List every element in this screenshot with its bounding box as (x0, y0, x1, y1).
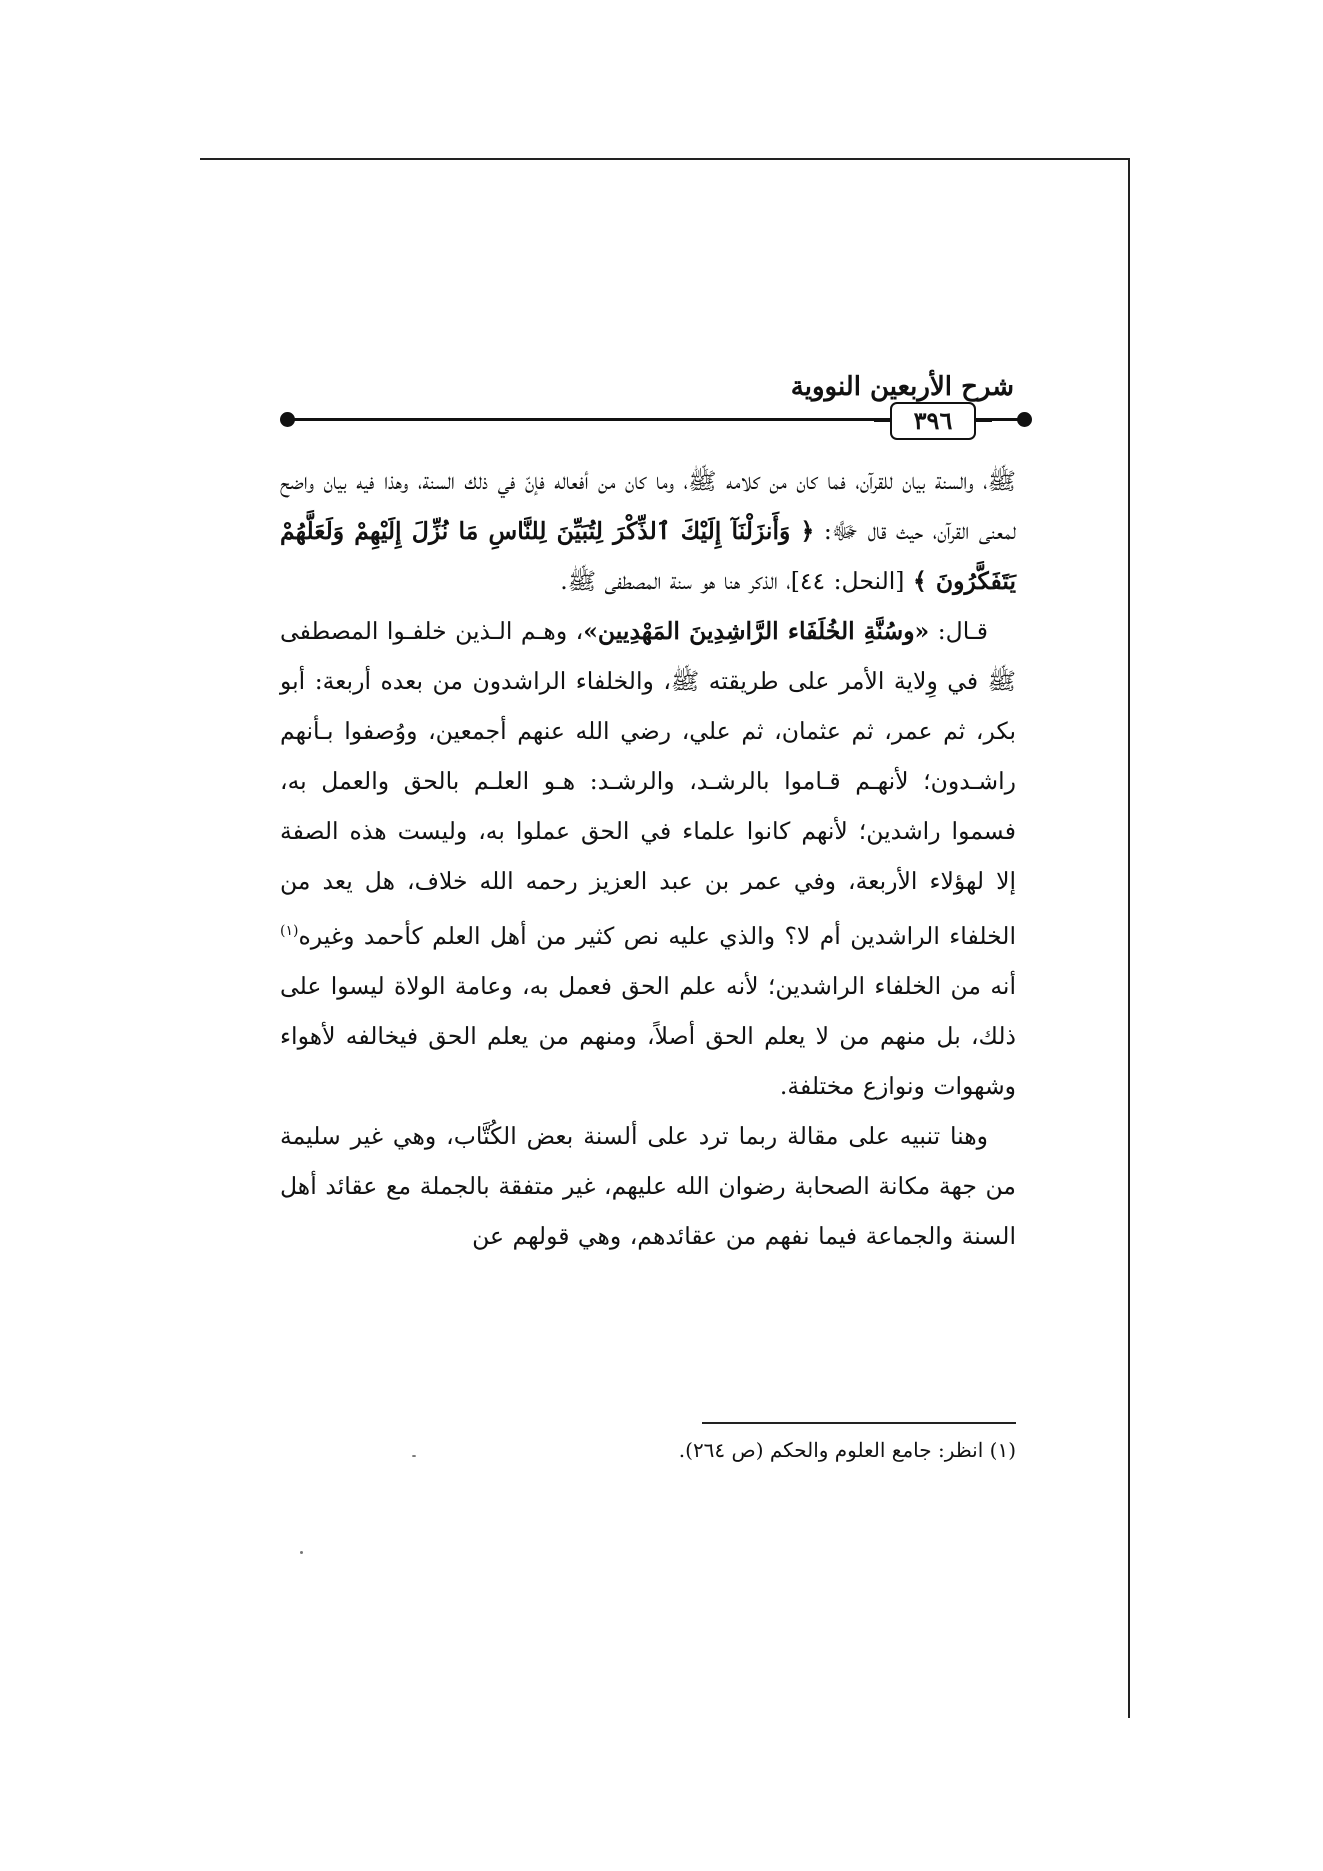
page-number: ٣٩٦ (890, 402, 976, 440)
paragraph-2-tail: أنه من الخلفاء الراشدين؛ لأنه علم الحق فعمل به، وعامة الولاة ليسوا على ذلك، بل منهم من لا يعلم الحق أصلاً، ومنهم من يعلم الحق فيخالفه لأهواء وشهوات ونوازع مختلفة. (280, 971, 1016, 1100)
ornament-dot-right (1017, 412, 1032, 427)
paragraph-1-text: ﷺ، والسنة بيان للقرآن، فما كان من كلامه ﷺ، وما كان من أفعاله فإنّ في ذلك السنة، وهذا فيه بيان واضح لمعنى القرآن، حيث قال ﷻ: (280, 467, 1016, 545)
footnote-marker: (١) (280, 923, 299, 939)
ornament-dot-left (280, 412, 295, 427)
page-header (276, 366, 1036, 450)
hadith-quote: «وسُنَّةِ الخُلَفَاء الرَّاشِدِينَ المَهْدِيين» (583, 617, 930, 645)
quran-verse: ﴿ وَأَنزَلْنَآ إِلَيْكَ ٱلذِّكْرَ لِتُبَيِّنَ لِلنَّاسِ مَا نُزِّلَ إِلَيْهِمْ وَلَعَلَّهُمْ يَتَفَكَّرُونَ ﴾ (280, 517, 1016, 595)
verse-reference: [النحل: ٤٤]، الذكر هنا هو سنة المصطفى ﷺ. (560, 567, 905, 595)
body-text (280, 456, 1016, 1261)
paragraph-2 (280, 606, 1016, 1111)
paragraph-1 (280, 456, 1016, 606)
scan-speck (412, 1455, 416, 1457)
footnote-separator (702, 1422, 1016, 1424)
running-title: شرح الأربعين النووية (790, 372, 1014, 402)
page-frame-top (200, 158, 1130, 160)
scan-speck (300, 1551, 303, 1554)
paragraph-2-lead: قـال: (929, 617, 988, 645)
page-frame-right (1128, 158, 1130, 1718)
paragraph-2-text: ، وهـم الـذين خلفـوا المصطفى ﷺ في وِلاية الأمر على طريقته ﷺ، والخلفاء الراشدون من بعده أربعة: أبو بكر، ثم عمر، ثم عثمان، ثم علي، رضي الله عنهم أجمعين، ووُصفوا بـأنهم راشـدون؛ لأنهـم قـاموا بالرشـد، والرشـد: هـو العلـم بالحق والعمل به، فسموا راشدين؛ لأنهم كانوا علماء في الحق عملوا به، وليست هذه الصفة إلا لهؤلاء الأربعة، وفي عمر بن عبد العزيز رحمه الله خلاف، هل يعد من الخلفاء الراشدين أم لا؟ والذي عليه نص كثير من أهل العلم كأحمد وغيره (280, 617, 1016, 950)
paragraph-3: وهنا تنبيه على مقالة ربما ترد على ألسنة بعض الكُتَّاب، وهي غير سليمة من جهة مكانة الصحابة رضوان الله عليهم، غير متفقة بالجملة مع عقائد أهل السنة والجماعة فيما نفهم من عقائدهم، وهي قولهم عن (280, 1121, 1016, 1250)
footnote: (١) انظر: جامع العلوم والحكم (ص ٢٦٤). (678, 1438, 1016, 1462)
